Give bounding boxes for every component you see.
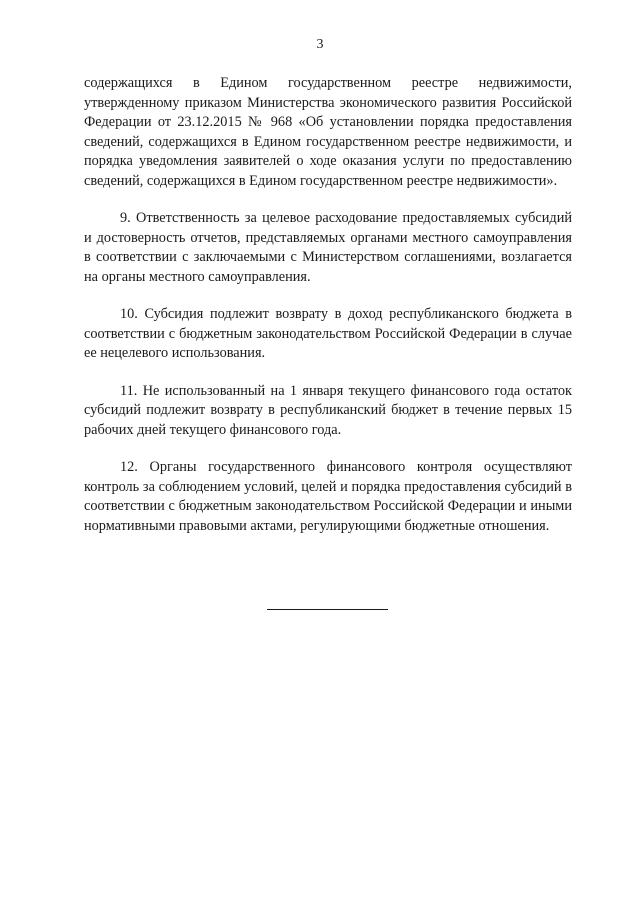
paragraph-11: 11. Не использованный на 1 января текущего финансового года остаток субсидий подлежит возврату в республиканский бюджет в течение первых 15 рабочих дней текущего финансового года. xyxy=(84,382,572,438)
end-of-document-rule xyxy=(267,609,388,610)
paragraph-12: 12. Органы государственного финансового контроля осуществляют контроль за соблюдением условий, целей и порядка предоставления субсидий в соответствии с бюджетным законодательством Российской Федерации и иными нормативными правовыми актами, регулирующими бюджетные отношения. xyxy=(84,459,572,534)
page-number: 3 xyxy=(316,37,324,52)
paragraph-10: 10. Субсидия подлежит возврату в доход республиканского бюджета в соответствии с бюджетным законодательством Российской Федерации в случае ее нецелевого использования. xyxy=(84,306,572,361)
document-body xyxy=(84,74,572,536)
paragraph-9: 9. Ответственность за целевое расходование предоставляемых субсидий и достоверность отчетов, представляемых органами местного самоуправления в соответствии с заключаемыми с Министерством соглашениями, возлагается на органы местного самоуправления. xyxy=(84,210,572,285)
paragraph-continuation: содержащихся в Едином государственном реестре недвижимости, утвержденному приказом Министерства экономического развития Российской Федерации от 23.12.2015 № 968 «Об установлении порядка предоставления сведений, содержащихся в Едином государственном реестре недвижимости, и порядка уведомления заявителей о ходе оказания услуги по предоставлению сведений, содержащихся в Едином государственном реестре недвижимости». xyxy=(84,75,572,189)
